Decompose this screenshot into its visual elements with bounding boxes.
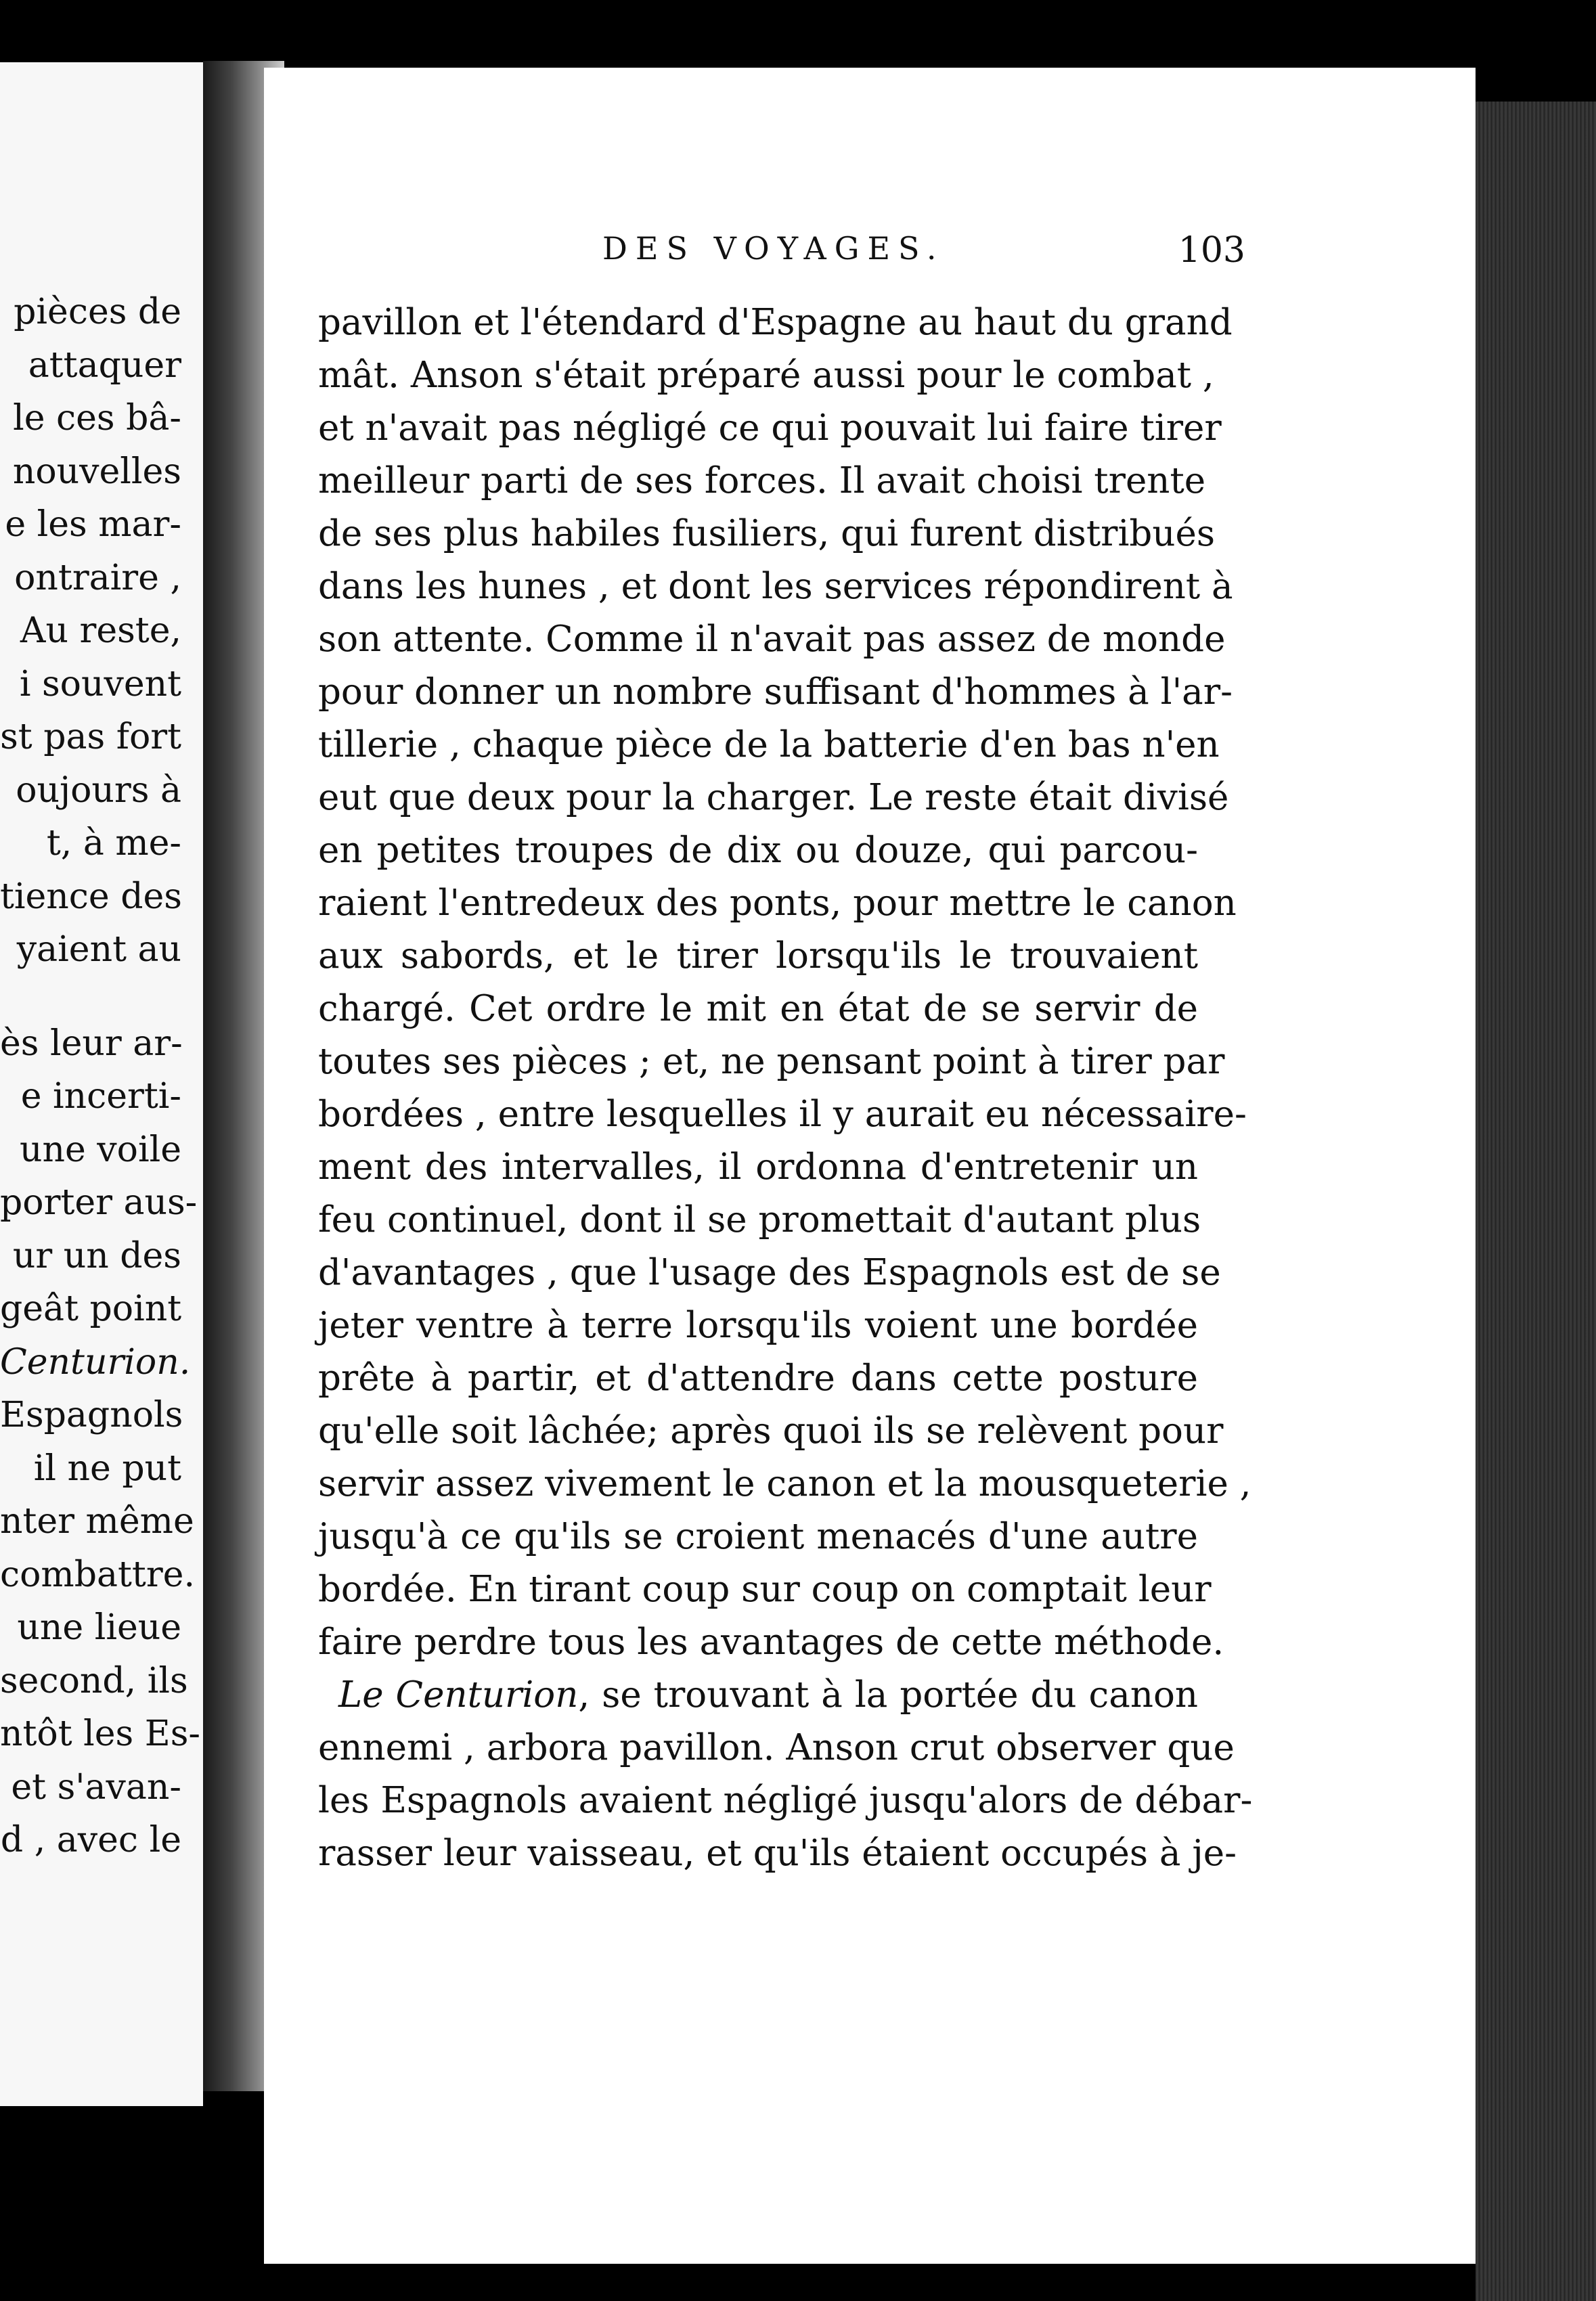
text-line: toutes ses pièces ; et, ne pensant point à tirer par [318,1041,1225,1082]
ship-name: Le Centurion [338,1674,579,1716]
left-page-line: attaquer [28,344,181,386]
left-page-line: ès leur ar- [0,1023,183,1064]
text-line: les Espagnols avaient négligé jusqu'alors de débar- [318,1780,1253,1821]
text-line: jusqu'à ce qu'ils se croient menacés d'une autre [318,1516,1198,1557]
text-line: son attente. Comme il n'avait pas assez de monde [318,619,1226,660]
left-page-line: i souvent [19,663,181,705]
text-line: bordées , entre lesquelles il y aurait eu nécessaire- [318,1094,1247,1135]
left-page-line: porter aus- [0,1182,198,1223]
left-page-line: Espagnols [0,1395,183,1435]
left-page-line: nouvelles [12,451,181,492]
left-page-line: oujours à [16,769,181,811]
text-line: feu continuel, dont il se promettait d'autant plus [318,1199,1201,1241]
running-head [345,230,1245,291]
left-page-line: yaient au [16,929,181,970]
text-line: faire perdre tous les avantages de cette méthode. [318,1622,1224,1663]
text-line: bordée. En tirant coup sur coup on comptait leur [318,1569,1212,1610]
text-line: raient l'entredeux des ponts, pour mettre le canon [318,883,1237,924]
body-text [318,296,1253,1880]
text-line: chargé. Cet ordre le mit en état de se servir de [318,988,1198,1029]
left-page-line: tience des [0,876,182,917]
running-title: DES VOYAGES. [602,230,945,267]
left-page-line: le ces bâ- [13,398,181,439]
left-page-line: ur un des [12,1235,181,1276]
text-span: , se trouvant à la portée du canon [578,1674,1198,1716]
text-line: d'avantages , que l'usage des Espagnols est de se [318,1252,1221,1293]
left-page-line: t, à me- [46,823,181,864]
text-line: pour donner un nombre suffisant d'hommes à l'ar- [318,671,1233,713]
left-page-line: ontraire , [14,557,181,598]
page-number: 103 [1178,230,1245,271]
text-line: meilleur parti de ses forces. Il avait choisi trente [318,460,1206,501]
text-line: ment des intervalles, il ordonna d'entretenir un [318,1146,1198,1188]
text-line: de ses plus habiles fusiliers, qui furent distribués [318,513,1216,554]
text-line: mât. Anson s'était préparé aussi pour le combat , [318,355,1214,396]
left-page-line: e incerti- [20,1076,181,1117]
text-line: rasser leur vaisseau, et qu'ils étaient occupés à je- [318,1833,1237,1874]
left-page-line: nter même [0,1501,194,1542]
left-page-line: une lieue [17,1607,181,1648]
text-line: jeter ventre à terre lorsqu'ils voient une bordée [318,1305,1198,1346]
text-line [318,1669,1198,1722]
left-page-line: e les mar- [5,504,181,545]
previous-page-text [0,286,203,1867]
left-page-blank-line [0,977,203,1017]
left-page-line: d , avec le [0,1820,181,1860]
left-page-line: il ne put [33,1448,181,1489]
left-page-line: st pas fort [0,717,181,757]
left-page-line: combattre. [0,1554,195,1595]
text-line: eut que deux pour la charger. Le reste était divisé [318,777,1229,818]
left-page-line: pièces de [14,292,181,332]
left-page-line: une voile [19,1129,181,1170]
text-line: ennemi , arbora pavillon. Anson crut observer que [318,1727,1235,1768]
text-line: pavillon et l'étendard d'Espagne au haut du grand [318,302,1233,343]
text-line: prête à partir, et d'attendre dans cette posture [318,1358,1198,1399]
left-page-line: ntôt les Es- [0,1714,200,1754]
left-page-line: geât point [0,1289,182,1329]
left-page-line: Centurion. [0,1341,191,1383]
text-line: en petites troupes de dix ou douze, qui parcou- [318,830,1198,871]
text-line: et n'avait pas négligé ce qui pouvait lui faire tirer [318,407,1222,449]
text-line: qu'elle soit lâchée; après quoi ils se relèvent pour [318,1410,1224,1452]
text-line: dans les hunes , et dont les services répondirent à [318,566,1233,607]
book-page-edges [1476,102,1596,2301]
left-page-line: second, ils [0,1660,188,1701]
text-line: servir assez vivement le canon et la mousqueterie , [318,1463,1251,1504]
left-page-line: et s'avan- [11,1766,181,1808]
left-page-line: Au reste, [20,610,181,651]
text-line: tillerie , chaque pièce de la batterie d'en bas n'en [318,724,1220,765]
text-line: aux sabords, et le tirer lorsqu'ils le trouvaient [318,935,1198,977]
previous-page [0,62,203,2106]
